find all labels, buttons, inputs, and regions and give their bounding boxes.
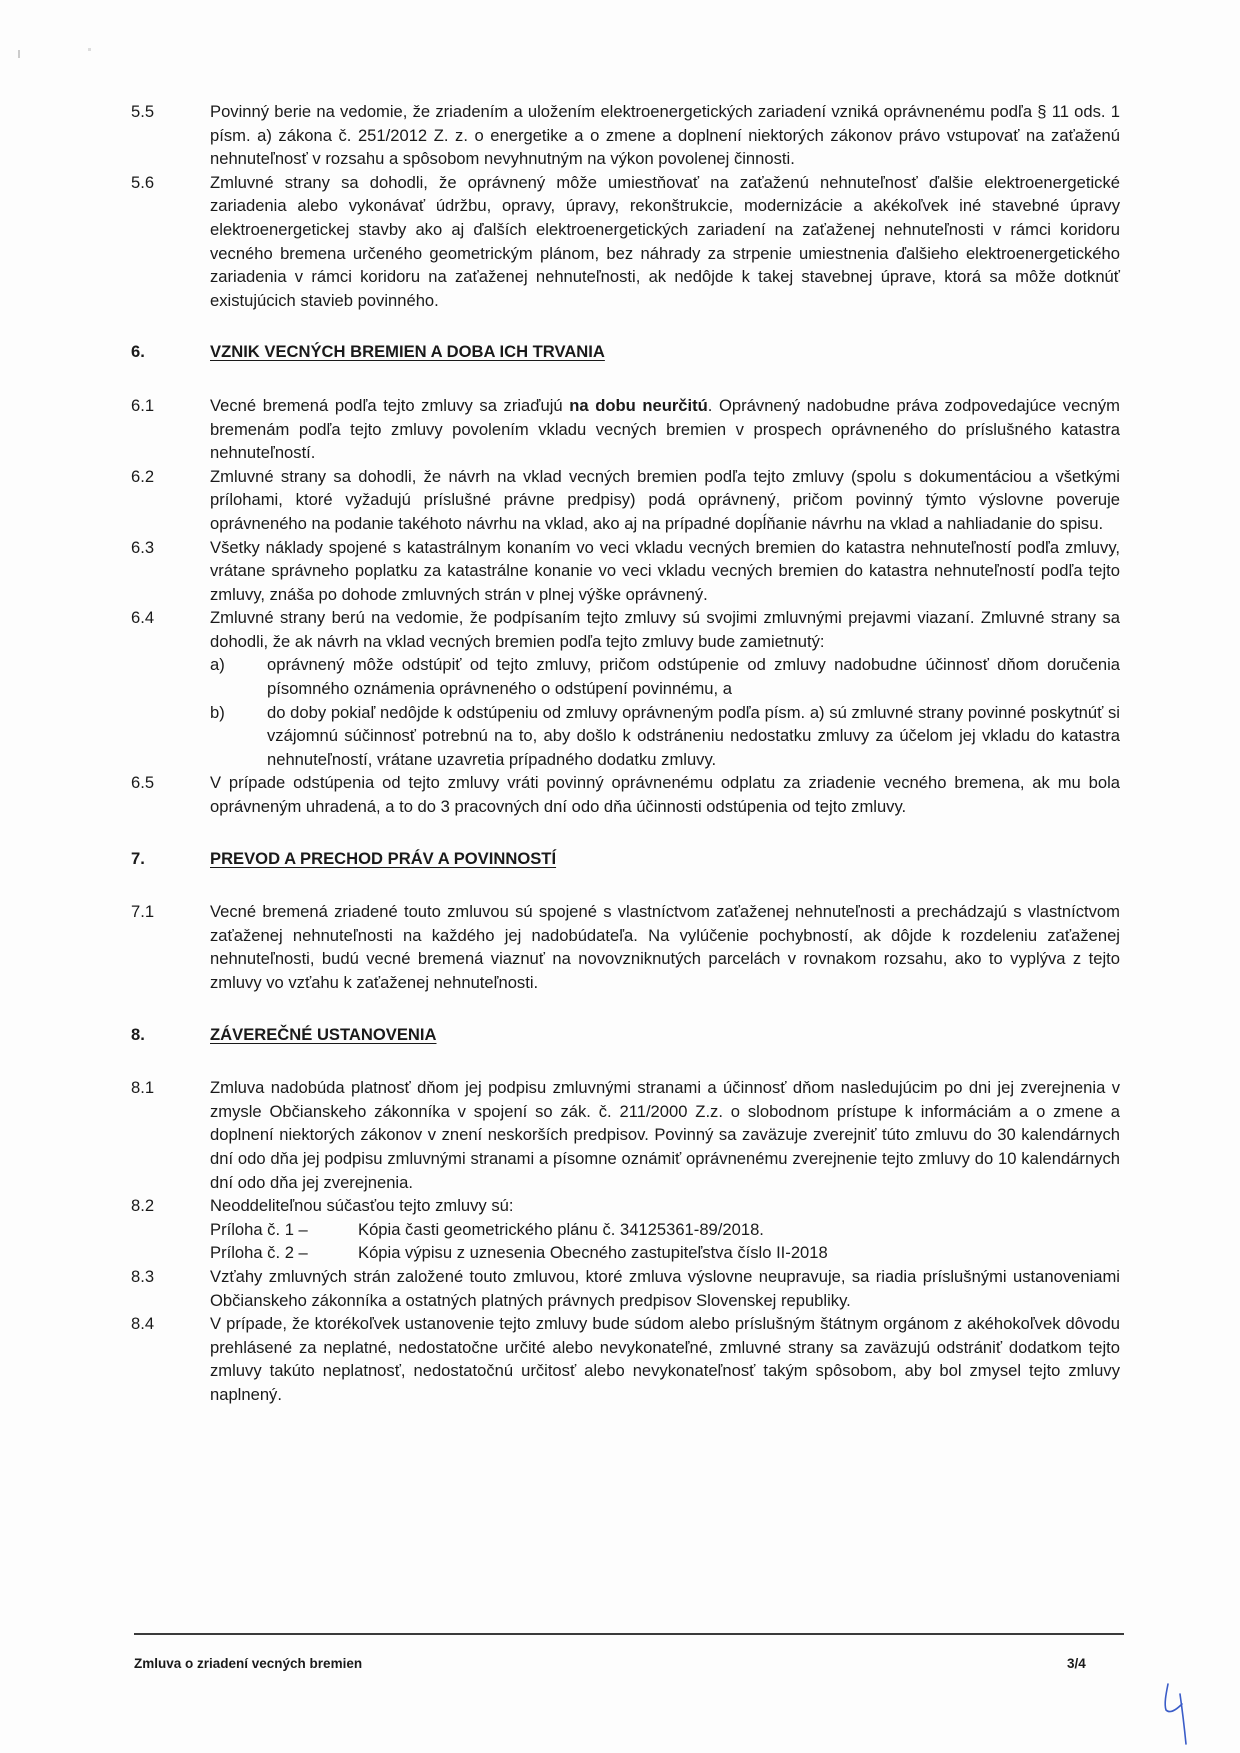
clause-6-3	[131, 536, 1120, 607]
clause-8-4	[131, 1312, 1120, 1406]
annex-text: Kópia časti geometrického plánu č. 34125361-89/2018.	[358, 1219, 764, 1239]
annex-label: Príloha č. 2 –	[210, 1243, 308, 1263]
clause-number: 6.3	[131, 537, 155, 557]
clause-text: V prípade, že ktorékoľvek ustanovenie tejto zmluvy bude súdom alebo príslušným štátnym orgánom z akéhokoľvek dôvodu prehlásené za neplatné, nedostatočne určité alebo nevykonateľné, zmluvné strany sa zaväzujú odstrániť dodatkom tejto zmluvy takúto neplatnosť, nedostatočnú určitosť alebo nevykonateľnosť takým spôsobom, aby bol zmysel tejto zmluvy naplnený.	[210, 1314, 1120, 1404]
section-heading-8	[131, 1023, 1120, 1047]
section-number: 6.	[131, 342, 145, 362]
annex-1	[210, 1218, 1120, 1242]
clause-text-part: . Oprávnený nadobudne práva zodpovedajúce vecným bremenám podľa tejto zmluvy povolením vkladu vecných bremien v prospech oprávneného do príslušného katastra nehnuteľností.	[210, 395, 1120, 463]
clause-text: Vecné bremená zriadené touto zmluvou sú spojené s vlastníctvom zaťaženej nehnuteľnosti a prechádzajú s vlastníctvom zaťaženej nehnuteľnosti na každého jej nadobúdateľa. Na vylúčenie pochybností, ak dôjde k rozdeleniu zaťaženej nehnuteľnosti, budú vecné bremená viaznuť na novovzniknutých parcelách v rovnakom rozsahu, ako to vyplýva z tejto zmluvy vo vzťahu k zaťaženej nehnuteľnosti.	[210, 902, 1120, 992]
clause-number: 7.1	[131, 902, 155, 922]
clause-8-2	[131, 1194, 1120, 1265]
section-number: 8.	[131, 1024, 145, 1044]
clause-text	[210, 394, 1120, 465]
section-number: 7.	[131, 848, 145, 868]
clause-text-part: Vecné bremená podľa tejto zmluvy sa zriaďujú	[210, 395, 570, 415]
annex-label: Príloha č. 1 –	[210, 1219, 308, 1239]
clause-number: 6.2	[131, 466, 155, 486]
clause-6-2	[131, 465, 1120, 536]
clause-text: Povinný berie na vedomie, že zriadením a uložením elektroenergetických zariadení vzniká oprávnenému podľa § 11 ods. 1 písm. a) zákona č. 251/2012 Z. z. o energetike a o zmene a doplnení niektorých zákonov právo vstupovať na zaťaženú nehnuteľnosť v rozsahu a spôsobom nevyhnutným na výkon povolenej činnosti.	[210, 102, 1120, 169]
clause-8-1	[131, 1076, 1120, 1194]
clause-5-6	[131, 171, 1120, 313]
clause-number: 5.5	[131, 102, 155, 121]
clause-text: Zmluva nadobúda platnosť dňom jej podpisu zmluvnými stranami a účinnosť dňom nasledujúcim po dni jej zverejnenia v zmysle Občianskeho zákonníka v spojení so zák. č. 211/2000 Z.z. o slobodnom prístupe k informáciám a o zmene a doplnení niektorých zákonov v znení neskorších predpisov. Povinný sa zaväzuje zverejniť túto zmluvu do 30 kalendárnych dní odo dňa jej podpisu zmluvnými stranami a písomne oznámiť oprávnenému zverejnenie tejto zmluvy do 10 kalendárnych dní odo dňa jej zverejnenia.	[210, 1078, 1120, 1192]
clause-text: Všetky náklady spojené s katastrálnym konaním vo veci vkladu vecných bremien do katastra nehnuteľností podľa zmluvy, vrátane správneho poplatku za katastrálne konanie vo veci vkladu vecných bremien do katastra nehnuteľností podľa tejto zmluvy, znáša po dohode zmluvných strán v plnej výške oprávnený.	[210, 537, 1120, 604]
section-title: VZNIK VECNÝCH BREMIEN A DOBA ICH TRVANIA	[210, 342, 605, 362]
clause-8-3	[131, 1265, 1120, 1312]
annex-text: Kópia výpisu z uznesenia Obecného zastupiteľstva číslo II-2018	[358, 1243, 828, 1263]
clause-6-1	[131, 394, 1120, 465]
subclause-b	[210, 701, 1120, 772]
clause-7-1	[131, 900, 1120, 994]
clause-text: Neoddeliteľnou súčasťou tejto zmluvy sú:	[210, 1196, 514, 1216]
clause-number: 6.1	[131, 395, 155, 415]
clause-6-4	[131, 606, 1120, 771]
clause-number: 8.4	[131, 1314, 155, 1334]
scan-artifact	[18, 50, 20, 58]
subclause-label: a)	[210, 655, 225, 675]
clause-text: V prípade odstúpenia od tejto zmluvy vráti povinný oprávnenému odplatu za zriadenie vecného bremena, ak mu bola oprávneným uhradená, a to do 3 pracovných dní odo dňa účinnosti odstúpenia od tejto zmluvy.	[210, 773, 1120, 817]
subclause-text: do doby pokiaľ nedôjde k odstúpeniu od zmluvy oprávneným podľa písm. a) sú zmluvné strany povinné poskytnúť si vzájomnú súčinnosť potrebnú na to, aby došlo k odstráneniu nedostatku zmluvy za účelom jej vkladu do katastra nehnuteľností, vrátane uzavretia prípadného dodatku zmluvy.	[267, 702, 1120, 769]
clause-5-5	[131, 100, 1120, 171]
subclause-label: b)	[210, 702, 225, 722]
page-number: 3/4	[1067, 1656, 1086, 1671]
section-heading-7	[131, 847, 1120, 871]
annex-2	[210, 1241, 1120, 1265]
clause-number: 8.2	[131, 1196, 155, 1216]
clause-number: 8.3	[131, 1266, 155, 1286]
emphasis-text: na dobu neurčitú	[569, 395, 708, 415]
clause-text: Vzťahy zmluvných strán založené touto zmluvou, ktoré zmluva výslovne neupravuje, sa riadia príslušnými ustanoveniami Občianskeho zákonníka a ostatných platných právnych predpisov Slovenskej republiky.	[210, 1266, 1120, 1310]
section-title: ZÁVEREČNÉ USTANOVENIA	[210, 1024, 437, 1044]
clause-number: 6.4	[131, 608, 155, 628]
clause-text: Zmluvné strany sa dohodli, že oprávnený môže umiestňovať na zaťaženú nehnuteľnosť ďalšie elektroenergetické zariadenia alebo vykonávať údržbu, opravy, úpravy, rekonštrukcie, modernizácie a akékoľvek iné stavebné úpravy elektroenergetickej stavby ako aj ďalších elektroenergetických zariadení na zaťaženej nehnuteľnosti v rámci koridoru vecného bremena určeného geometrickým plánom, bez náhrady za strpenie umiestnenia ďalšieho elektroenergetického zariadenia v rámci koridoru na zaťaženej nehnuteľnosti, ak nedôjde k takej stavebnej úprave, ktorá sa môže dotknúť existujúcich stavieb povinného.	[210, 172, 1120, 310]
clause-number: 6.5	[131, 773, 155, 793]
clause-6-5	[131, 771, 1120, 818]
clause-number: 5.6	[131, 172, 155, 192]
footer-document-title: Zmluva o zriadení vecných bremien	[134, 1656, 363, 1671]
document-body	[131, 100, 1120, 1407]
clause-number: 8.1	[131, 1078, 155, 1098]
footer-divider	[134, 1633, 1124, 1635]
clause-text: Zmluvné strany berú na vedomie, že podpísaním tejto zmluvy sú svojimi zmluvnými prejavmi viazaní. Zmluvné strany sa dohodli, že ak návrh na vklad vecných bremien podľa tejto zmluvy bude zamietnutý:	[210, 608, 1120, 651]
subclause-a	[210, 653, 1120, 700]
handwritten-page-number-icon	[1160, 1680, 1200, 1750]
clause-text: Zmluvné strany sa dohodli, že návrh na vklad vecných bremien podľa tejto zmluvy (spolu s dokumentáciou a všetkými prílohami, ktoré vyžadujú príslušné právne predpisy) podá oprávnený, pričom povinný týmto výslovne poveruje oprávneného na podanie takéhoto návrhu na vklad, ako aj na prípadné dopĺňanie návrhu na vklad a nahliadanie do spisu.	[210, 466, 1120, 533]
section-title: PREVOD A PRECHOD PRÁV A POVINNOSTÍ	[210, 848, 557, 868]
scan-artifact	[88, 48, 91, 51]
section-heading-6	[131, 340, 1120, 364]
subclause-text: oprávnený môže odstúpiť od tejto zmluvy, pričom odstúpenie od zmluvy nadobudne účinnosť dňom doručenia písomného oznámenia oprávneného o odstúpení povinnému, a	[267, 655, 1120, 699]
